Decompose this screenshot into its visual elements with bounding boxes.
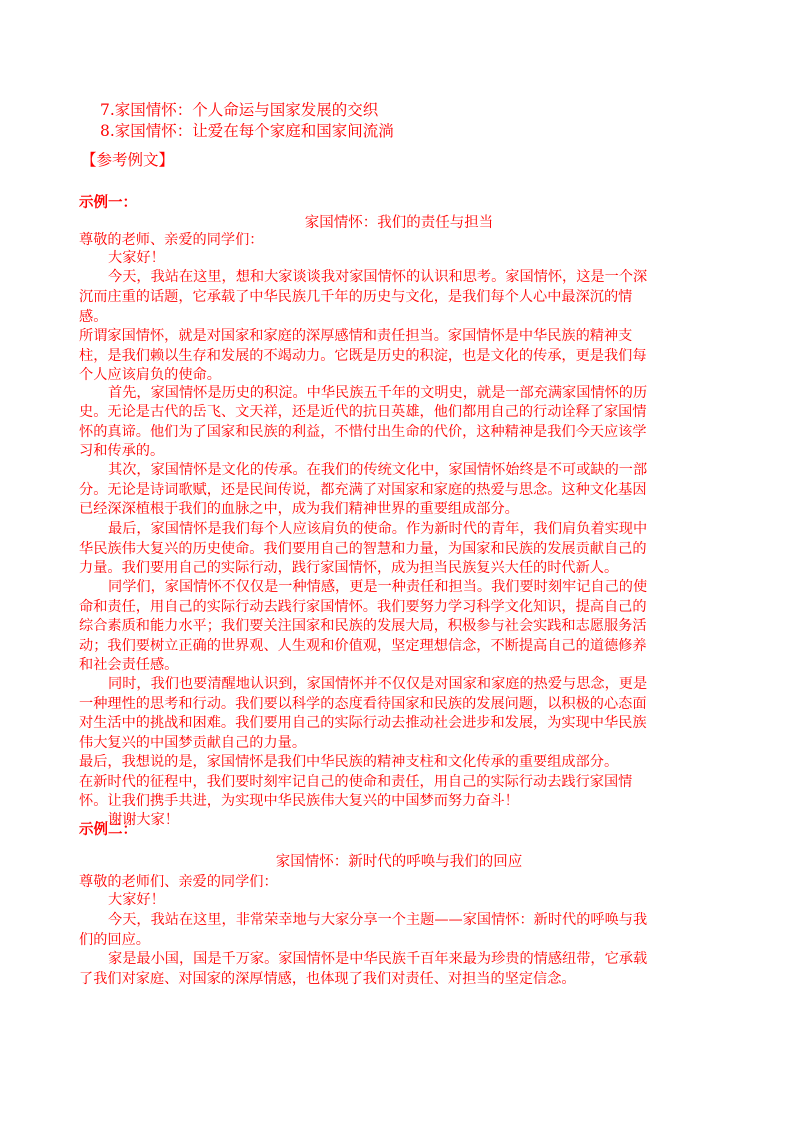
- essay-line: 沉而庄重的话题，它承载了中华民族几千年的历史与文化，是我们每个人心中最深沉的情: [79, 289, 633, 305]
- essay-line: 对生活中的挑战和困难。我们要用自己的实际行动去推动社会进步和发展，为实现中华民族: [79, 715, 647, 731]
- essay-line: 今天，我站在这里，想和大家谈谈我对家国情怀的认识和思考。家国情怀，这是一个深: [108, 269, 648, 285]
- essay-line: 家是最小国，国是千万家。家国情怀是中华民族千百年来最为珍贵的情感纽带，它承载: [108, 951, 648, 967]
- topic-item-7: 7.家国情怀：个人命运与国家发展的交织: [100, 101, 379, 119]
- essay-line: 史。无论是古代的岳飞、文天祥，还是近代的抗日英雄，他们都用自己的行动诠释了家国情: [79, 404, 647, 420]
- essay-line: 在新时代的征程中，我们要时刻牢记自己的使命和责任，用自己的实际行动去践行家国情: [79, 774, 633, 790]
- essay-line: 习和传承的。: [79, 443, 165, 459]
- essay-line: 命和责任，用自己的实际行动去践行家国情怀。我们要努力学习科学文化知识，提高自己的: [79, 599, 647, 615]
- essay-line: 综合素质和能力水平；我们要关注国家和民族的发展大局，积极参与社会实践和志愿服务活: [79, 618, 647, 634]
- essay-line: 感。: [79, 309, 108, 325]
- essay-line: 最后，家国情怀是我们每个人应该肩负的使命。作为新时代的青年，我们肩负着实现中: [108, 521, 648, 537]
- example-two-label: 示例二：: [79, 822, 137, 838]
- essay-line: 最后，我想说的是，家国情怀是我们中华民族的精神支柱和文化传承的重要组成部分。: [79, 754, 619, 770]
- essay-line: 同学们，家国情怀不仅仅是一种情感，更是一种责任和担当。我们要时刻牢记自己的使: [108, 579, 648, 595]
- essay-line: 个人应该肩负的使命。: [79, 367, 221, 383]
- essay-line: 今天，我站在这里，非常荣幸地与大家分享一个主题——家国情怀：新时代的呼唤与我: [108, 912, 648, 928]
- essay-line: 其次，家国情怀是文化的传承。在我们的传统文化中，家国情怀始终是不可或缺的一部: [108, 462, 648, 478]
- essay-line: 华民族伟大复兴的历史使命。我们要用自己的智慧和力量，为国家和民族的发展贡献自己的: [79, 541, 647, 557]
- topic-item-8: 8.家国情怀：让爱在每个家庭和国家间流淌: [100, 122, 394, 140]
- essay-line: 尊敬的老师、亲爱的同学们：: [79, 232, 264, 248]
- example-one-label: 示例一：: [79, 195, 137, 211]
- essay-line: 同时，我们也要清醒地认识到，家国情怀并不仅仅是对国家和家庭的热爱与思念，更是: [108, 676, 648, 692]
- essay-line: 怀。让我们携手共进，为实现中华民族伟大复兴的中国梦而努力奋斗！: [79, 793, 519, 809]
- essay-line: 首先，家国情怀是历史的积淀。中华民族五千年的文明史，就是一部充满家国情怀的历: [108, 385, 648, 401]
- essay-line: 尊敬的老师们、亲爱的同学们：: [79, 874, 278, 890]
- essay-line: 所谓家国情怀，就是对国家和家庭的深厚感情和责任担当。家国情怀是中华民族的精神支: [79, 328, 633, 344]
- essay-line: 大家好！: [108, 892, 165, 908]
- essay-line: 大家好！: [108, 250, 165, 266]
- example-two-title: 家国情怀：新时代的呼唤与我们的回应: [275, 854, 523, 870]
- reference-heading: 【参考例文】: [81, 151, 175, 169]
- essay-line: 已经深深植根于我们的血脉之中，成为我们精神世界的重要组成部分。: [79, 501, 519, 517]
- example-one-title: 家国情怀：我们的责任与担当: [304, 215, 494, 231]
- essay-line: 柱，是我们赖以生存和发展的不竭动力。它既是历史的积淀，也是文化的传承，更是我们每: [79, 348, 647, 364]
- essay-line: 和社会责任感。: [79, 657, 179, 673]
- essay-line: 伟大复兴的中国梦贡献自己的力量。: [79, 735, 307, 751]
- essay-line: 谢谢大家！: [108, 812, 179, 828]
- essay-line: 了我们对家庭、对国家的深厚情感，也体现了我们对责任、对担当的坚定信念。: [79, 971, 576, 987]
- essay-line: 们的回应。: [79, 932, 150, 948]
- essay-line: 动；我们要树立正确的世界观、人生观和价值观，坚定理想信念，不断提高自己的道德修养: [79, 638, 647, 654]
- essay-line: 一种理性的思考和行动。我们要以科学的态度看待国家和民族的发展问题，以积极的心态面: [79, 696, 647, 712]
- essay-line: 分。无论是诗词歌赋，还是民间传说，都充满了对国家和家庭的热爱与思念。这种文化基因: [79, 482, 647, 498]
- essay-line: 怀的真谛。他们为了国家和民族的利益，不惜付出生命的代价，这种精神是我们今天应该学: [79, 424, 647, 440]
- essay-line: 力量。我们要用自己的实际行动，践行家国情怀，成为担当民族复兴大任的时代新人。: [79, 560, 619, 576]
